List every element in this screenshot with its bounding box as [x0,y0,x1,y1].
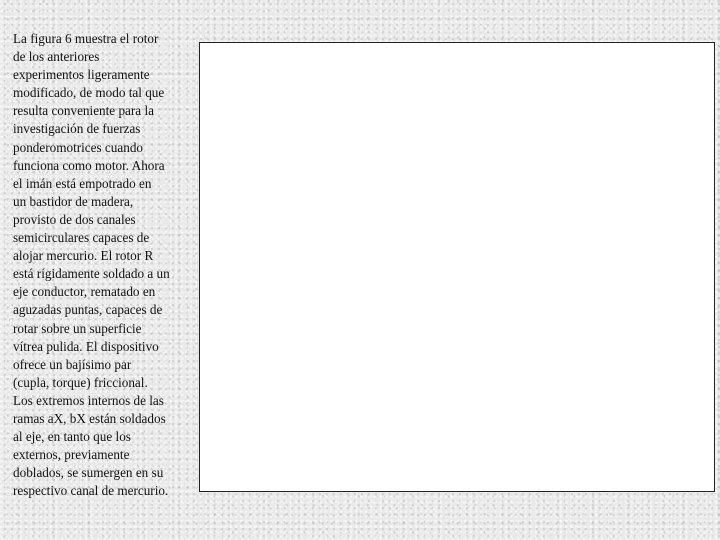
slide-text-block [13,30,198,500]
figure-image-placeholder [199,42,715,492]
description-paragraph: La figura 6 muestra el rotor de los anteriores experimentos ligeramente modificado, de modo tal que resulta conveniente para la investigación de fuerzas ponderomotrices cuando funciona como motor. Ahora el imán está empotrado en un bastidor de madera, provisto de dos canales semicirculares capaces de alojar mercurio. El rotor R está rígidamente soldado a un eje conductor, rematado en aguzadas puntas, capaces de rotar sobre un superficie vítrea pulida. El dispositivo ofrece un bajísimo par (cupla, torque) friccional. Los extremos internos de las ramas aX, bX están soldados al eje, en tanto que los externos, previamente doblados, se sumergen en su respectivo canal de mercurio. [13,31,170,499]
